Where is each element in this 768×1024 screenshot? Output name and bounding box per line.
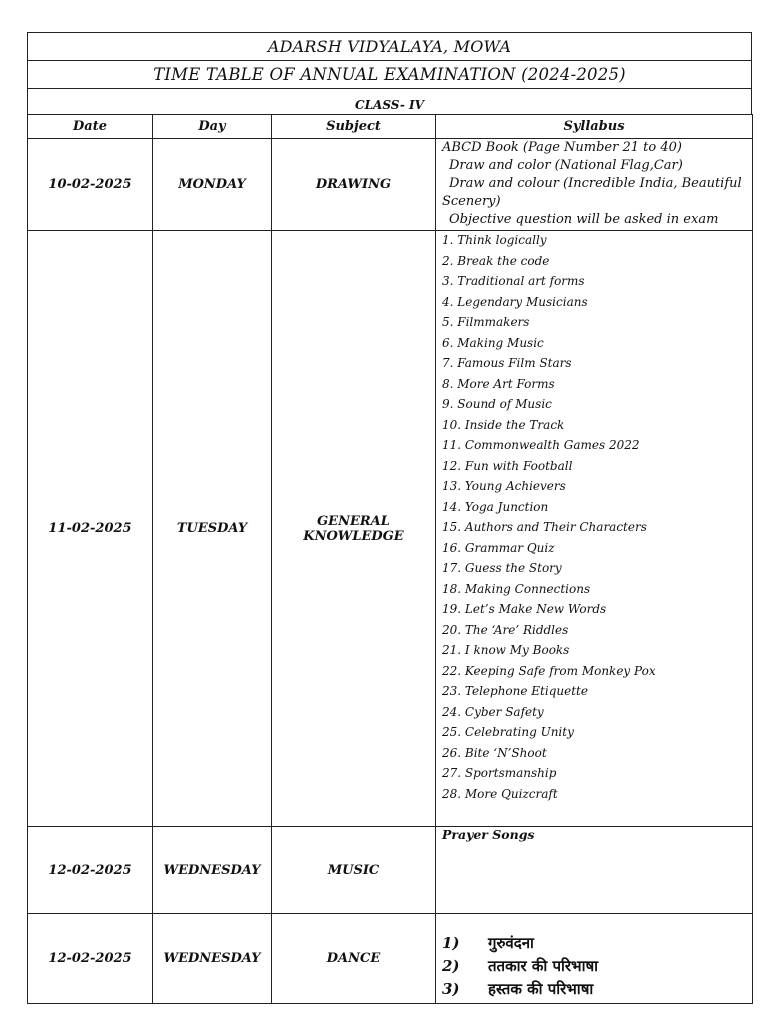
list-item: 7. Famous Film Stars — [442, 356, 572, 370]
list-item — [442, 978, 752, 1001]
list-item: 28. More Quizcraft — [442, 786, 558, 801]
exam-syllabus: Prayer Songs — [436, 827, 753, 914]
item-number: 2) — [442, 957, 460, 975]
syllabus-line: Draw and color (National Flag,Car) — [449, 158, 683, 173]
syllabus-line: Objective question will be asked in exam — [449, 212, 719, 227]
exam-subject — [272, 231, 436, 827]
list-item: 3. Traditional art forms — [442, 274, 585, 288]
syllabus-line: Draw and colour (Incredible India, Beautiful — [449, 176, 742, 191]
item-number: 3) — [442, 980, 460, 998]
list-item: 5. Filmmakers — [442, 315, 530, 329]
list-item: 12. Fun with Football — [442, 458, 573, 473]
exam-day: WEDNESDAY — [153, 827, 272, 914]
table-row — [28, 827, 753, 914]
class-label: CLASS- IV — [27, 88, 752, 114]
list-item: 14. Yoga Junction — [442, 499, 549, 514]
list-item — [442, 932, 752, 955]
list-item: 15. Authors and Their Characters — [442, 520, 647, 534]
list-item: 20. The ‘Are’ Riddles — [442, 622, 569, 637]
exam-day: WEDNESDAY — [153, 914, 272, 1004]
list-item: 26. Bite ‘N’Shoot — [442, 745, 547, 760]
list-item: 2. Break the code — [442, 253, 550, 268]
school-name: ADARSH VIDYALAYA, MOWA — [27, 32, 752, 60]
list-item: 24. Cyber Safety — [442, 704, 544, 719]
exam-subject: MUSIC — [272, 827, 436, 914]
list-item: 18. Making Connections — [442, 581, 591, 596]
exam-date: 10-02-2025 — [28, 139, 153, 231]
syllabus-list — [442, 231, 752, 806]
list-item: 11. Commonwealth Games 2022 — [442, 438, 640, 452]
exam-syllabus — [436, 231, 753, 827]
list-item — [442, 955, 752, 978]
list-item: 8. More Art Forms — [442, 376, 555, 391]
list-item: 22. Keeping Safe from Monkey Pox — [442, 663, 656, 678]
column-header-subject: Subject — [272, 115, 436, 139]
exam-timetable — [27, 32, 752, 1004]
table-row — [28, 139, 753, 231]
column-header-date: Date — [28, 115, 153, 139]
list-item: 1. Think logically — [442, 233, 547, 247]
list-item: 6. Making Music — [442, 335, 544, 350]
exam-subject: DANCE — [272, 914, 436, 1004]
item-text: गुरुवंदना — [488, 934, 534, 952]
exam-syllabus — [436, 139, 753, 231]
exam-day: MONDAY — [153, 139, 272, 231]
list-item: 10. Inside the Track — [442, 417, 565, 432]
column-header-syllabus: Syllabus — [436, 115, 753, 139]
list-item: 27. Sportsmanship — [442, 766, 557, 780]
list-item: 19. Let’s Make New Words — [442, 602, 607, 616]
list-item: 23. Telephone Etiquette — [442, 684, 588, 698]
table-row — [28, 231, 753, 827]
exam-date: 12-02-2025 — [28, 827, 153, 914]
list-item: 4. Legendary Musicians — [442, 294, 588, 309]
item-text: ततकार की परिभाषा — [488, 957, 599, 975]
syllabus-list — [442, 914, 752, 1001]
list-item: 13. Young Achievers — [442, 479, 566, 493]
list-item: 16. Grammar Quiz — [442, 540, 555, 555]
timetable-title: TIME TABLE OF ANNUAL EXAMINATION (2024-2025) — [27, 60, 752, 88]
exam-date: 12-02-2025 — [28, 914, 153, 1004]
table-header-row — [28, 115, 753, 139]
list-item: 25. Celebrating Unity — [442, 725, 574, 739]
table-row — [28, 914, 753, 1004]
timetable-table — [27, 114, 753, 1004]
exam-syllabus — [436, 914, 753, 1004]
list-item: 17. Guess the Story — [442, 561, 562, 575]
subject-line: GENERAL — [317, 513, 390, 529]
item-text: हस्तक की परिभाषा — [488, 980, 594, 998]
syllabus-line: Scenery) — [442, 194, 501, 209]
syllabus-line: ABCD Book (Page Number 21 to 40) — [442, 140, 682, 155]
exam-day: TUESDAY — [153, 231, 272, 827]
list-item: 9. Sound of Music — [442, 397, 552, 411]
exam-subject: DRAWING — [272, 139, 436, 231]
exam-date: 11-02-2025 — [28, 231, 153, 827]
item-number: 1) — [442, 934, 460, 952]
subject-line: KNOWLEDGE — [303, 528, 404, 544]
column-header-day: Day — [153, 115, 272, 139]
list-item: 21. I know My Books — [442, 643, 570, 657]
